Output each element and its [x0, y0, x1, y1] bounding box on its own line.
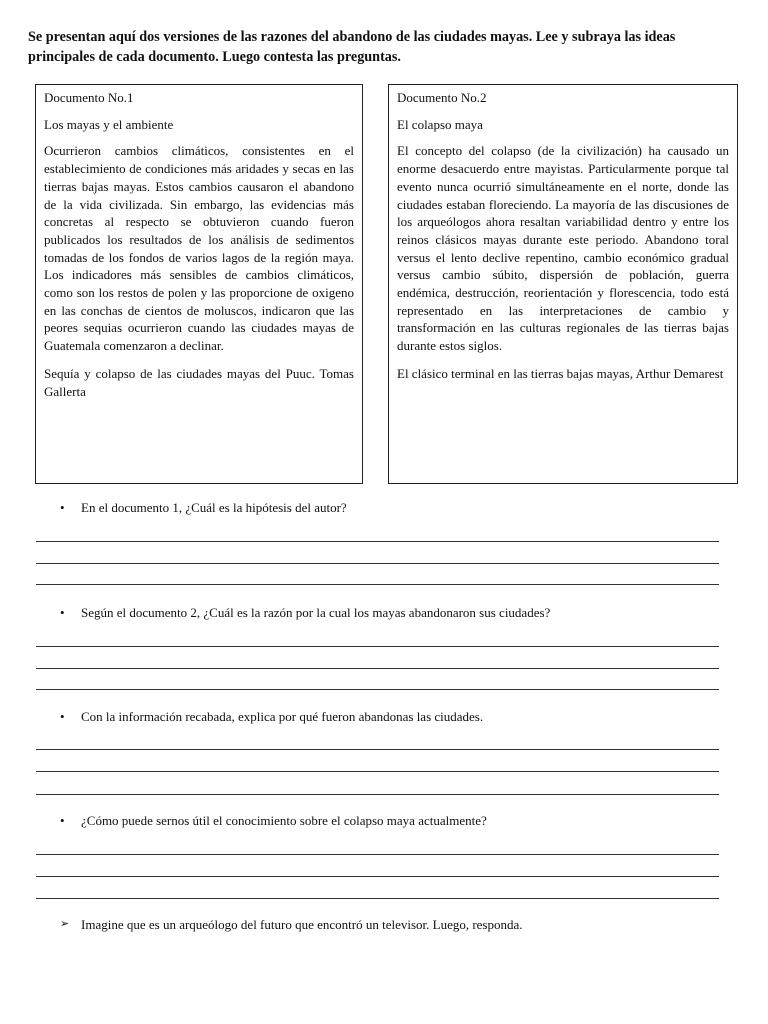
answer-line[interactable]	[36, 646, 719, 647]
answer-line[interactable]	[36, 876, 719, 877]
answer-line[interactable]	[36, 794, 719, 795]
answer-line[interactable]	[36, 898, 719, 899]
answer-line[interactable]	[36, 563, 719, 564]
bullet-icon: •	[60, 813, 65, 828]
document-2-box	[388, 84, 738, 484]
answer-line[interactable]	[36, 854, 719, 855]
arrow-bullet-icon: ➢	[60, 918, 70, 930]
document-number: Documento No.1	[44, 90, 134, 105]
question-text: Según el documento 2, ¿Cuál es la razón por la cual los mayas abandonaron sus ciudades?	[81, 605, 551, 620]
document-source: El clásico terminal en las tierras bajas mayas, Arthur Demarest	[397, 365, 724, 381]
answer-line[interactable]	[36, 541, 719, 542]
document-1-box	[35, 84, 363, 484]
bullet-icon: •	[60, 709, 65, 724]
document-title: Los mayas y el ambiente	[44, 116, 174, 132]
prompt-text: Imagine que es un arqueólogo del futuro que encontró un televisor. Luego, responda.	[81, 917, 523, 932]
answer-line[interactable]	[36, 689, 719, 690]
instructions-text: Se presentan aquí dos versiones de las razones del abandono de las ciudades mayas. Lee y subraya las ideas principales de cada documento. Luego contesta las preguntas.	[28, 29, 676, 65]
answer-line[interactable]	[36, 749, 719, 750]
question-text: En el documento 1, ¿Cuál es la hipótesis del autor?	[81, 500, 347, 515]
answer-line[interactable]	[36, 668, 719, 669]
document-title: El colapso maya	[397, 116, 483, 132]
document-number: Documento No.2	[397, 90, 487, 105]
document-source: Sequía y colapso de las ciudades mayas del Puuc. Tomas Gallerta	[44, 365, 354, 399]
bullet-icon: •	[60, 500, 65, 515]
answer-line[interactable]	[36, 771, 719, 772]
bullet-icon: •	[60, 605, 65, 620]
document-body: El concepto del colapso (de la civilización) ha causado un enorme desacuerdo entre mayistas. Particularmente porque tal evento nunca ocurrió simultáneamente en el norte, donde las ciudades estaban floreciendo. La mayoría de las discusiones de los arqueólogos ahora resaltan variabilidad dentro y entre los reinos clásicos mayas durante este periodo. Abandono toral versus el lento declive repentino, cambio económico gradual versus cambio súbito, dispersión de población, guerra endémica, destrucción, reorientación y florescencia, todo está representado en las interpretaciones de cambio y transformación en las culturas regionales de las tierras bajas durante estos siglos.	[397, 143, 729, 354]
question-text: Con la información recabada, explica por qué fueron abandonas las ciudades.	[81, 709, 484, 724]
answer-line[interactable]	[36, 584, 719, 585]
document-body: Ocurrieron cambios climáticos, consistentes en el establecimiento de condiciones más aridades y secas en las tierras bajas mayas. Estos cambios causaron el abandono de la vida civilizada. Sin embargo, las evidencias más concretas al respecto se obtuvieron cuando fueron publicados los resultados de los análisis de sedimentos tomadas de los fondos de varios lagos de la región maya. Los indicadores más sensibles de cambios climáticos, como son los restos de polen y las proporcione de oxigeno en las conchas de cientos de moluscos, indicaron que las peores sequias ocurrieron cuando las ciudades mayas de Guatemala comenzaron a declinar.	[44, 143, 354, 354]
question-text: ¿Cómo puede sernos útil el conocimiento sobre el colapso maya actualmente?	[81, 813, 487, 828]
